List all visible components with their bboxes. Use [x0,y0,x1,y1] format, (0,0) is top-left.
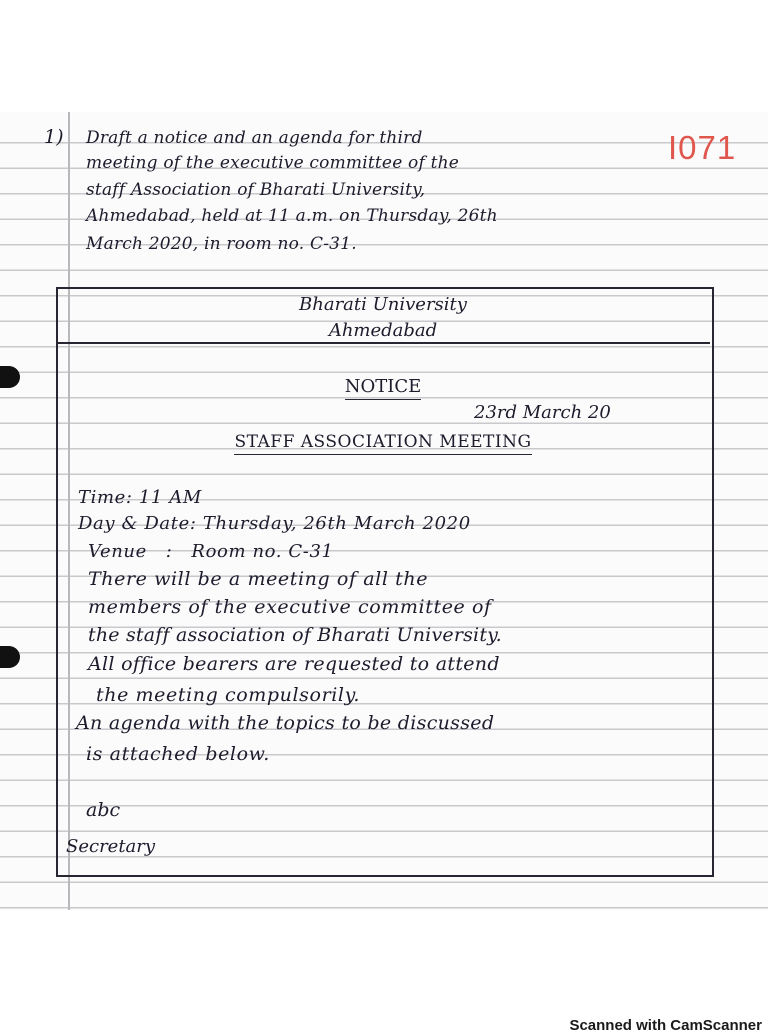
question-line: Draft a notice and an agenda for third [86,128,423,148]
question-line: staff Association of Bharati University, [86,180,426,200]
notice-subject [56,434,710,451]
notice-body-line: There will be a meeting of all the [88,568,429,590]
org-city: Ahmedabad [328,320,438,341]
notice-heading [56,378,710,396]
signature-name: abc [86,799,121,821]
meeting-venue: Venue : Room no. C-31 [88,541,334,562]
header-divider [56,342,710,344]
signature-title: Secretary [66,836,156,857]
meeting-day-date: Day & Date: Thursday, 26th March 2020 [78,513,471,534]
notice-body-line: An agenda with the topics to be discussed [76,712,495,734]
notice-body-line: All office bearers are requested to attend [88,653,500,675]
scanner-watermark: Scanned with CamScanner [569,1017,762,1034]
org-name: Bharati University [299,294,467,315]
question-number: 1) [44,126,64,148]
question-line: Ahmedabad, held at 11 a.m. on Thursday, 26th [86,206,498,226]
meeting-time: Time: 11 AM [78,487,202,508]
page-tag: I071 [668,129,737,166]
notice-body-line: the meeting compulsorily. [96,684,361,706]
notice-body-line: is attached below. [86,743,270,765]
question-line: meeting of the executive committee of the [86,153,460,173]
question-line: March 2020, in room no. C-31. [86,234,357,254]
notice-body-line: the staff association of Bharati University. [88,624,502,646]
notice-body-line: members of the executive committee of [88,596,492,618]
notice-date: 23rd March 20 [474,402,611,423]
notice-subject-text: STAFF ASSOCIATION MEETING [234,432,531,455]
notice-heading-text: NOTICE [345,376,422,400]
